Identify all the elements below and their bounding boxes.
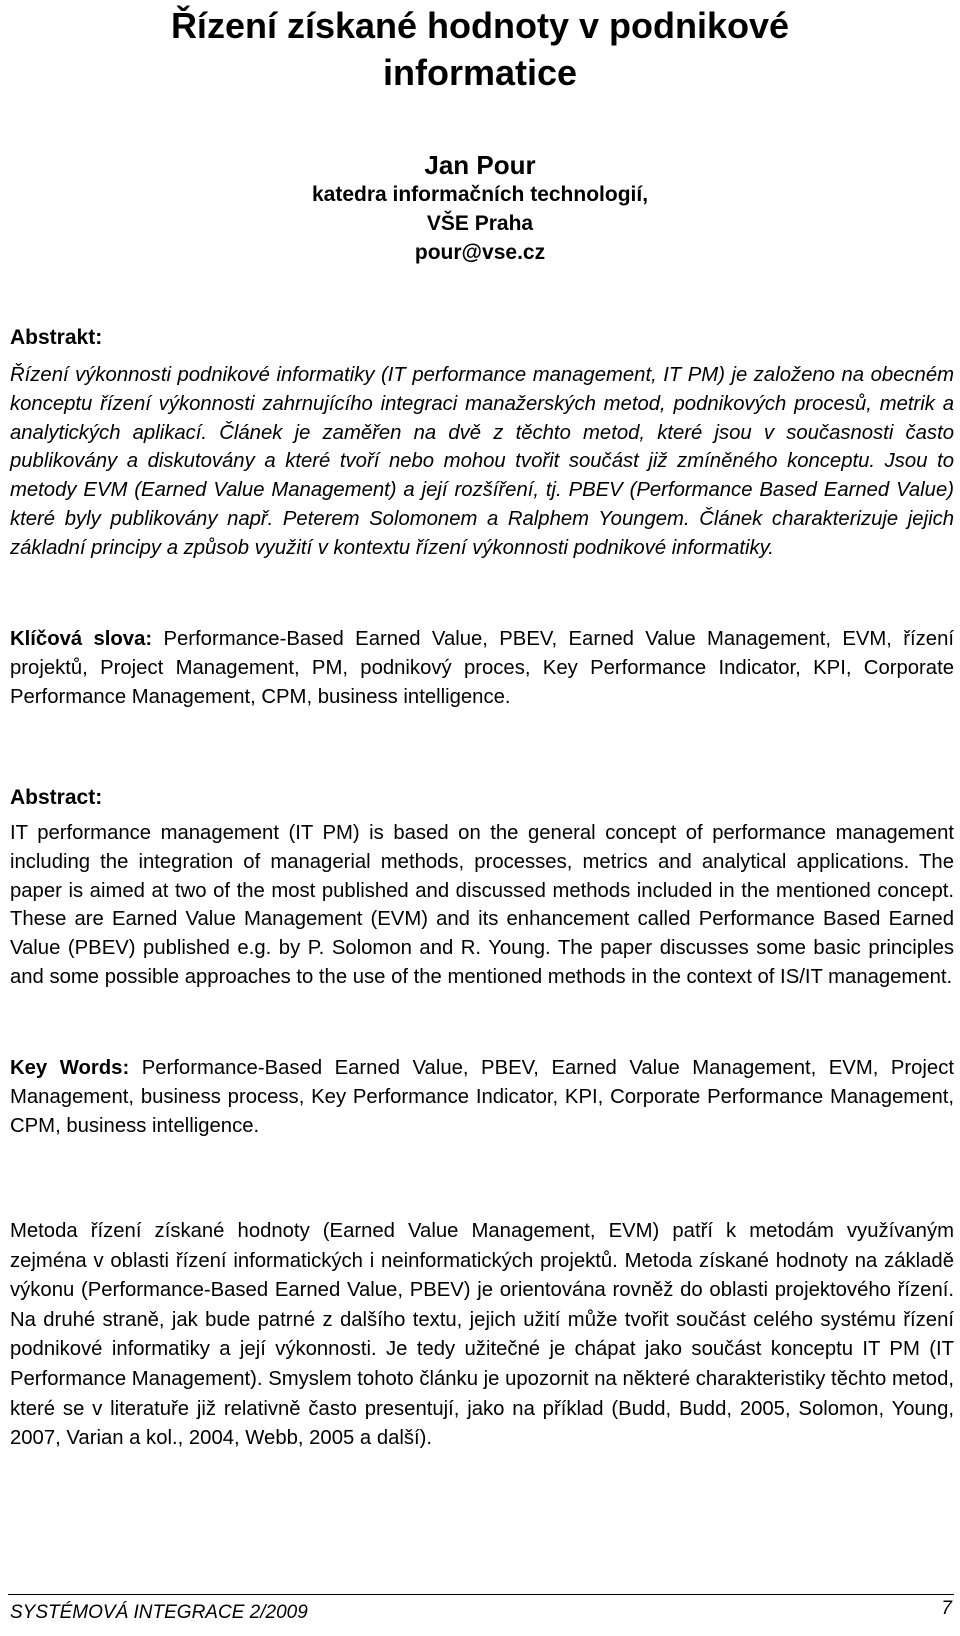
keywords-en	[10, 1054, 954, 1140]
author-affiliation-2: VŠE Praha	[426, 212, 534, 235]
abstract-en-text: IT performance management (IT PM) is based on the general concept of performance management including the integration of managerial methods, processes, metrics and analytical applications. The paper is aimed at two of the most published and discussed methods included in the mentioned concept. These are Earned Value Management (EVM) and its enhancement called Performance Based Earned Value (PBEV) published e.g. by P. Solomon and R. Young. The paper discusses some basic principles and some possible approaches to the use of the mentioned methods in the context of IS/IT management.	[10, 822, 954, 988]
author-block	[180, 150, 780, 267]
author-name: Jan Pour	[424, 150, 536, 180]
author-affiliation-1: katedra informačních technologií,	[311, 183, 649, 206]
abstract-cz-heading: Abstrakt:	[10, 326, 103, 349]
paper-title: Řízení získané hodnoty v podnikové informatice	[170, 5, 790, 93]
keywords-cz-label: Klíčová slova:	[10, 628, 153, 650]
abstract-en-heading: Abstract:	[10, 786, 103, 809]
keywords-cz-list: Performance-Based Earned Value, PBEV, Earned Value Management, EVM, řízení projektů, Project Management, PM, podnikový proces, Key Performance Indicator, KPI, Corporate Performance Management, CPM, business intelligence.	[10, 628, 954, 708]
body-paragraph: Metoda řízení získané hodnoty (Earned Value Management, EVM) patří k metodám využívaným zejména v oblasti řízení informatických i neinformatických projektů. Metoda získané hodnoty na základě výkonu (Performance-Based Earned Value, PBEV) je orientována rovněž do oblasti projektového řízení. Na druhé straně, jak bude patrné z dalšího textu, jejich užití může tvořit součást celého systému řízení podnikové informatiky a její výkonnosti. Je tedy užitečné je chápat jako součást konceptu IT PM (IT Performance Management). Smyslem tohoto článku je upozornit na některé charakteristiky těchto metod, které se v literatuře již relativně často presentují, jako na příklad (Budd, Budd, 2005, Solomon, Young, 2007, Varian a kol., 2004, Webb, 2005 a další).	[10, 1220, 954, 1450]
abstract-cz-text: Řízení výkonnosti podnikové informatiky (IT performance management, IT PM) je založeno na obecném konceptu řízení výkonnosti zahrnujícího integraci manažerských metod, podnikových procesů, metrik a analytických aplikací. Článek je zaměřen na dvě z těchto metod, které jsou v současnosti často publikovány a diskutovány a které tvoří nebo mohou tvořit součást již zmíněného konceptu. Jsou to metody EVM (Earned Value Management) a její rozšíření, tj. PBEV (Performance Based Earned Value) které byly publikovány např. Peterem Solomonem a Ralphem Youngem. Článek charakterizuje jejich základní principy a způsob využití v kontextu řízení výkonnosti podnikové informatiky.	[10, 364, 954, 559]
footer-journal: SYSTÉMOVÁ INTEGRACE 2/2009	[10, 1602, 308, 1623]
author-email: pour@vse.cz	[414, 241, 546, 264]
keywords-en-label: Key Words:	[10, 1057, 130, 1079]
footer-page-number: 7	[941, 1598, 952, 1619]
footer-rule	[8, 1594, 954, 1595]
keywords-cz	[10, 625, 954, 711]
keywords-en-list: Performance-Based Earned Value, PBEV, Earned Value Management, EVM, Project Management, business process, Key Performance Indicator, KPI, Corporate Performance Management, CPM, business intelligence.	[10, 1057, 954, 1137]
